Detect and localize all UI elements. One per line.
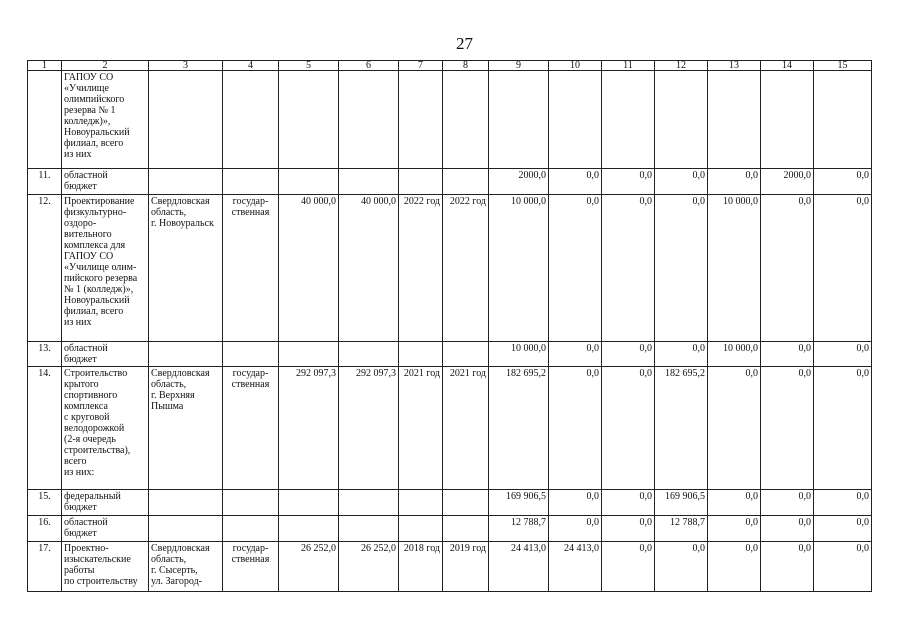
ownership-cell: государ- ственная bbox=[223, 542, 279, 592]
table-body bbox=[28, 61, 872, 592]
end-year-cell: 2021 год bbox=[443, 367, 489, 490]
ownership-cell bbox=[223, 490, 279, 516]
value-col10-cell: 0,0 bbox=[549, 342, 602, 367]
value-col10-cell: 24 413,0 bbox=[549, 542, 602, 592]
value-col14-cell: 2000,0 bbox=[761, 169, 814, 195]
total-cost-cell bbox=[339, 169, 399, 195]
total-cost-cell bbox=[339, 342, 399, 367]
item-name-cell: областной бюджет bbox=[62, 342, 149, 367]
column-number-row bbox=[28, 61, 872, 71]
ownership-cell bbox=[223, 71, 279, 169]
table-row bbox=[28, 367, 872, 490]
location-cell bbox=[149, 490, 223, 516]
column-number: 2 bbox=[62, 61, 149, 71]
row-number-cell: 13. bbox=[28, 342, 62, 367]
estimated-cost-cell bbox=[279, 71, 339, 169]
total-cost-cell bbox=[339, 490, 399, 516]
start-year-cell: 2022 год bbox=[399, 195, 443, 342]
row-number-cell: 17. bbox=[28, 542, 62, 592]
item-name-cell: федеральный бюджет bbox=[62, 490, 149, 516]
estimated-cost-cell bbox=[279, 342, 339, 367]
start-year-cell bbox=[399, 490, 443, 516]
total-cost-cell: 40 000,0 bbox=[339, 195, 399, 342]
column-number: 9 bbox=[489, 61, 549, 71]
row-number-cell: 16. bbox=[28, 516, 62, 542]
value-col11-cell: 0,0 bbox=[602, 490, 655, 516]
value-col9-cell: 2000,0 bbox=[489, 169, 549, 195]
item-name-cell: областной бюджет bbox=[62, 516, 149, 542]
value-col13-cell: 0,0 bbox=[708, 367, 761, 490]
value-col10-cell bbox=[549, 71, 602, 169]
row-number-cell bbox=[28, 71, 62, 169]
value-col12-cell bbox=[655, 71, 708, 169]
value-col13-cell: 0,0 bbox=[708, 490, 761, 516]
item-name-cell: ГАПОУ СО «Училище олимпийского резерва № 1 колледж)», Новоуральский филиал, всего из них bbox=[62, 71, 149, 169]
column-number: 5 bbox=[279, 61, 339, 71]
value-col13-cell: 0,0 bbox=[708, 542, 761, 592]
end-year-cell: 2019 год bbox=[443, 542, 489, 592]
end-year-cell bbox=[443, 71, 489, 169]
value-col11-cell bbox=[602, 71, 655, 169]
value-col15-cell: 0,0 bbox=[814, 490, 872, 516]
item-name-cell: Проектно- изыскательские работы по строительству bbox=[62, 542, 149, 592]
estimated-cost-cell: 40 000,0 bbox=[279, 195, 339, 342]
value-col11-cell: 0,0 bbox=[602, 195, 655, 342]
value-col12-cell: 12 788,7 bbox=[655, 516, 708, 542]
estimated-cost-cell bbox=[279, 169, 339, 195]
location-cell: Свердловская область, г. Сысерть, ул. Загород- bbox=[149, 542, 223, 592]
location-cell bbox=[149, 71, 223, 169]
value-col13-cell: 10 000,0 bbox=[708, 195, 761, 342]
total-cost-cell: 292 097,3 bbox=[339, 367, 399, 490]
end-year-cell bbox=[443, 342, 489, 367]
end-year-cell bbox=[443, 490, 489, 516]
total-cost-cell: 26 252,0 bbox=[339, 542, 399, 592]
row-number-cell: 15. bbox=[28, 490, 62, 516]
value-col12-cell: 182 695,2 bbox=[655, 367, 708, 490]
table-row bbox=[28, 516, 872, 542]
value-col10-cell: 0,0 bbox=[549, 516, 602, 542]
item-name-cell: Строительство крытого спортивного комплекса с круговой велодорожкой (2-я очередь строительства), всего из них: bbox=[62, 367, 149, 490]
table-row bbox=[28, 490, 872, 516]
column-number: 8 bbox=[443, 61, 489, 71]
end-year-cell: 2022 год bbox=[443, 195, 489, 342]
row-number-cell: 14. bbox=[28, 367, 62, 490]
value-col13-cell bbox=[708, 71, 761, 169]
value-col9-cell: 10 000,0 bbox=[489, 342, 549, 367]
estimated-cost-cell bbox=[279, 516, 339, 542]
value-col12-cell: 0,0 bbox=[655, 195, 708, 342]
value-col12-cell: 0,0 bbox=[655, 169, 708, 195]
value-col12-cell: 0,0 bbox=[655, 342, 708, 367]
column-number: 3 bbox=[149, 61, 223, 71]
value-col11-cell: 0,0 bbox=[602, 342, 655, 367]
start-year-cell bbox=[399, 342, 443, 367]
value-col12-cell: 169 906,5 bbox=[655, 490, 708, 516]
value-col15-cell bbox=[814, 71, 872, 169]
value-col11-cell: 0,0 bbox=[602, 516, 655, 542]
value-col9-cell: 169 906,5 bbox=[489, 490, 549, 516]
value-col12-cell: 0,0 bbox=[655, 542, 708, 592]
column-number: 6 bbox=[339, 61, 399, 71]
ownership-cell bbox=[223, 516, 279, 542]
start-year-cell: 2018 год bbox=[399, 542, 443, 592]
location-cell bbox=[149, 169, 223, 195]
column-number: 14 bbox=[761, 61, 814, 71]
ownership-cell bbox=[223, 169, 279, 195]
start-year-cell bbox=[399, 71, 443, 169]
value-col14-cell: 0,0 bbox=[761, 342, 814, 367]
value-col9-cell: 24 413,0 bbox=[489, 542, 549, 592]
estimated-cost-cell: 292 097,3 bbox=[279, 367, 339, 490]
budget-table bbox=[27, 60, 872, 592]
item-name-cell: областной бюджет bbox=[62, 169, 149, 195]
value-col9-cell: 10 000,0 bbox=[489, 195, 549, 342]
table-row bbox=[28, 71, 872, 169]
column-number: 4 bbox=[223, 61, 279, 71]
column-number: 12 bbox=[655, 61, 708, 71]
ownership-cell: государ- ственная bbox=[223, 367, 279, 490]
column-number: 13 bbox=[708, 61, 761, 71]
value-col13-cell: 0,0 bbox=[708, 169, 761, 195]
location-cell: Свердловская область, г. Новоуральск bbox=[149, 195, 223, 342]
value-col14-cell: 0,0 bbox=[761, 195, 814, 342]
estimated-cost-cell: 26 252,0 bbox=[279, 542, 339, 592]
value-col13-cell: 0,0 bbox=[708, 516, 761, 542]
start-year-cell bbox=[399, 516, 443, 542]
value-col9-cell: 182 695,2 bbox=[489, 367, 549, 490]
value-col13-cell: 10 000,0 bbox=[708, 342, 761, 367]
value-col11-cell: 0,0 bbox=[602, 367, 655, 490]
page-number: 27 bbox=[456, 34, 473, 53]
value-col15-cell: 0,0 bbox=[814, 342, 872, 367]
column-number: 7 bbox=[399, 61, 443, 71]
value-col15-cell: 0,0 bbox=[814, 516, 872, 542]
value-col15-cell: 0,0 bbox=[814, 195, 872, 342]
table-row bbox=[28, 342, 872, 367]
column-number: 1 bbox=[28, 61, 62, 71]
row-number-cell: 11. bbox=[28, 169, 62, 195]
ownership-cell bbox=[223, 342, 279, 367]
value-col14-cell: 0,0 bbox=[761, 542, 814, 592]
location-cell: Свердловская область, г. Верхняя Пышма bbox=[149, 367, 223, 490]
value-col11-cell: 0,0 bbox=[602, 542, 655, 592]
total-cost-cell bbox=[339, 516, 399, 542]
location-cell bbox=[149, 342, 223, 367]
column-number: 15 bbox=[814, 61, 872, 71]
value-col9-cell bbox=[489, 71, 549, 169]
column-number: 11 bbox=[602, 61, 655, 71]
column-number: 10 bbox=[549, 61, 602, 71]
value-col15-cell: 0,0 bbox=[814, 169, 872, 195]
estimated-cost-cell bbox=[279, 490, 339, 516]
value-col10-cell: 0,0 bbox=[549, 195, 602, 342]
start-year-cell: 2021 год bbox=[399, 367, 443, 490]
value-col10-cell: 0,0 bbox=[549, 367, 602, 490]
ownership-cell: государ- ственная bbox=[223, 195, 279, 342]
row-number-cell: 12. bbox=[28, 195, 62, 342]
total-cost-cell bbox=[339, 71, 399, 169]
value-col14-cell: 0,0 bbox=[761, 516, 814, 542]
end-year-cell bbox=[443, 169, 489, 195]
value-col15-cell: 0,0 bbox=[814, 367, 872, 490]
value-col10-cell: 0,0 bbox=[549, 169, 602, 195]
item-name-cell: Проектирование физкультурно- оздоро- вительного комплекса для ГАПОУ СО «Училище олим- пийского резерва № 1 (колледж)», Новоуральский филиал, всего из них bbox=[62, 195, 149, 342]
value-col14-cell bbox=[761, 71, 814, 169]
table-row bbox=[28, 195, 872, 342]
value-col9-cell: 12 788,7 bbox=[489, 516, 549, 542]
value-col14-cell: 0,0 bbox=[761, 367, 814, 490]
table-row bbox=[28, 169, 872, 195]
table-row bbox=[28, 542, 872, 592]
value-col10-cell: 0,0 bbox=[549, 490, 602, 516]
end-year-cell bbox=[443, 516, 489, 542]
start-year-cell bbox=[399, 169, 443, 195]
value-col11-cell: 0,0 bbox=[602, 169, 655, 195]
location-cell bbox=[149, 516, 223, 542]
value-col14-cell: 0,0 bbox=[761, 490, 814, 516]
value-col15-cell: 0,0 bbox=[814, 542, 872, 592]
